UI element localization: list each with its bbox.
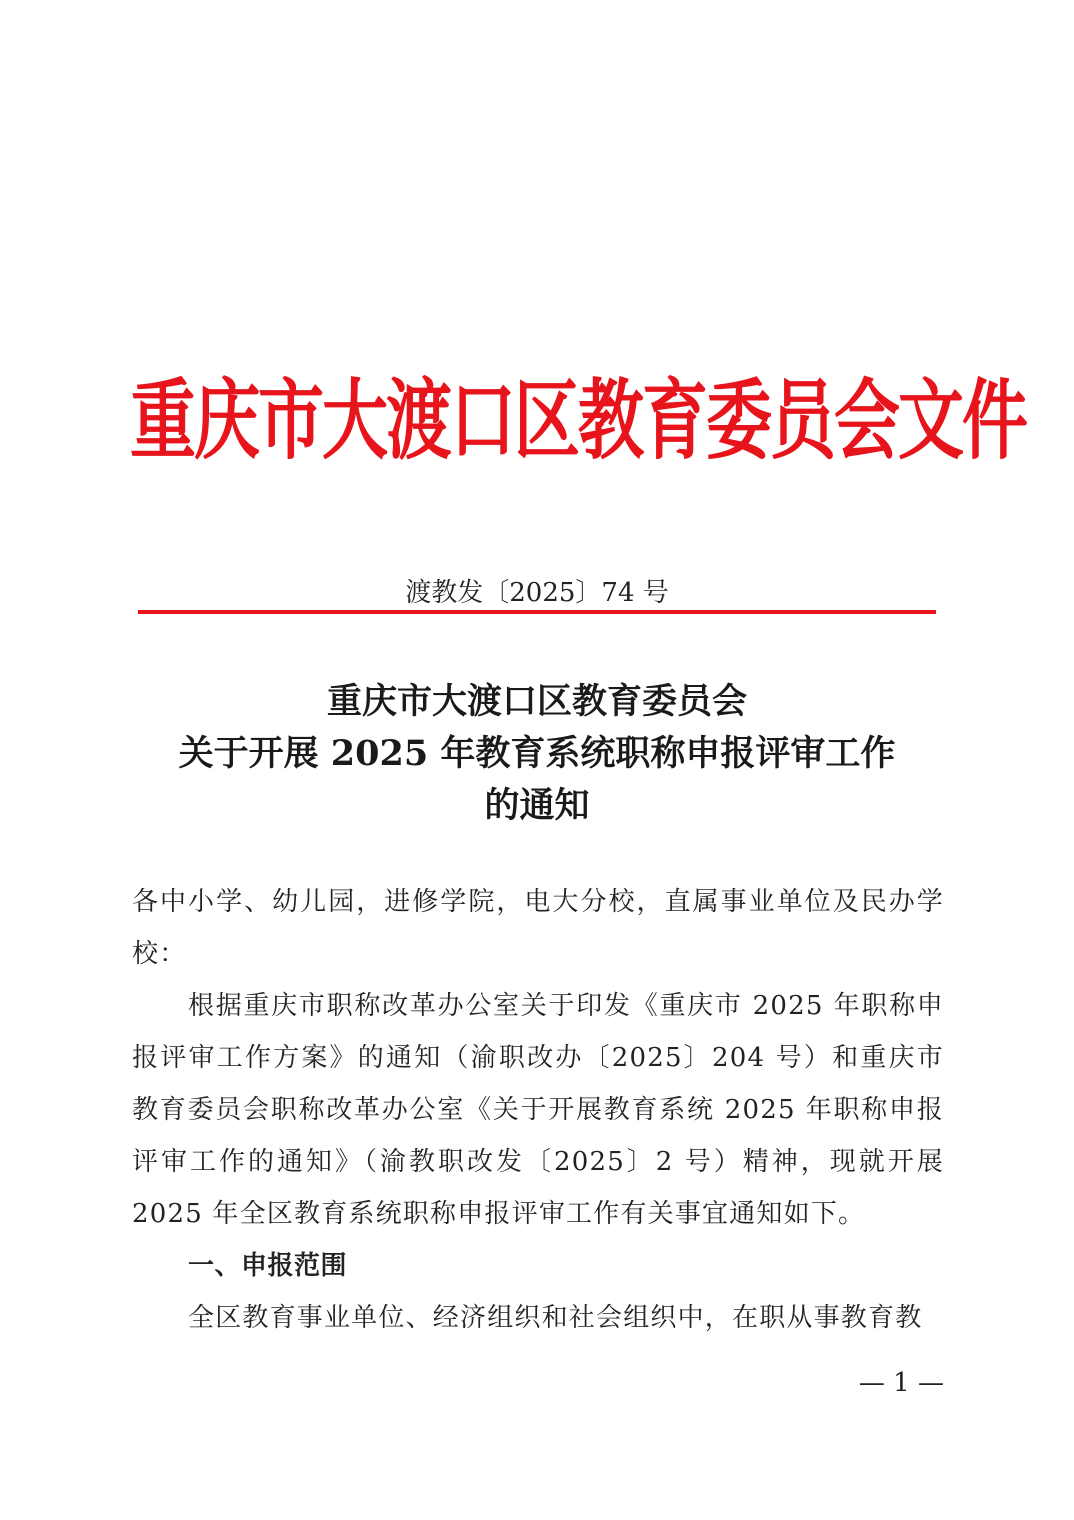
document-number: 渡教发〔2025〕74 号 <box>405 578 669 608</box>
notice-title <box>100 676 974 832</box>
notice-title-line-2: 关于开展 2025 年教育系统职称申报评审工作 <box>178 733 896 774</box>
notice-body <box>132 876 944 1344</box>
notice-title-line-3: 的通知 <box>484 785 590 826</box>
page-number: — 1 — <box>858 1368 944 1398</box>
section-1-text: 全区教育事业单位、经济组织和社会组织中，在职从事教育教 <box>188 1303 923 1333</box>
section-heading-1: 一、申报范围 <box>188 1251 348 1281</box>
salutation: 各中小学、幼儿园，进修学院，电大分校，直属事业单位及民办学校： <box>132 887 944 969</box>
body-paragraph-1: 根据重庆市职称改革办公室关于印发《重庆市 2025 年职称申报评审工作方案》的通知（渝职改办〔2025〕204 号）和重庆市教育委员会职称改革办公室《关于开展教育系统 2025 年职称申报评审工作的通知》（渝教职改发〔2025〕2 号）精神，现就开展 2025 年全区教育系统职称申报评审工作有关事宜通知如下。 <box>132 991 944 1229</box>
notice-title-line-1: 重庆市大渡口区教育委员会 <box>326 681 747 722</box>
red-separator-line <box>138 610 936 614</box>
issuing-authority-header: 重庆市大渡口区教育委员会文件 <box>130 370 1026 472</box>
